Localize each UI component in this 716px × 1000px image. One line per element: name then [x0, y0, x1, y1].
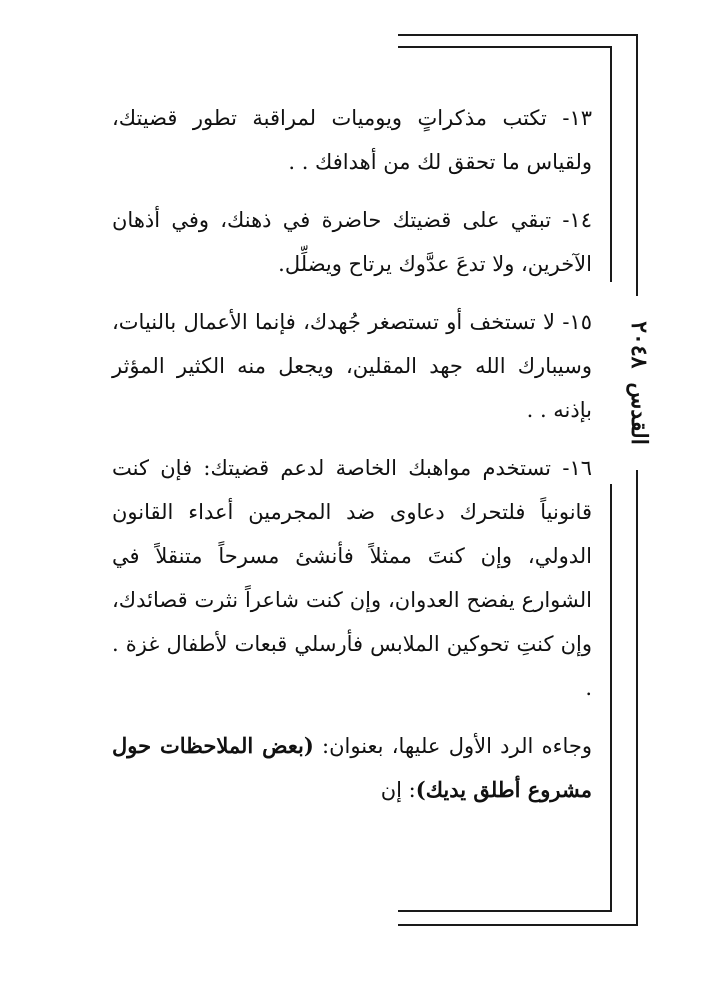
frame-top-inner-line	[398, 46, 610, 48]
running-header	[604, 300, 674, 466]
frame-bottom-inner-line	[398, 910, 612, 912]
list-item-14: ١٤- تبقي على قضيتك حاضرة في ذهنك، وفي أذهان الآخرين، ولا تدعَ عدَّوك يرتاح ويضلِّل.	[112, 208, 592, 276]
frame-right-lower-inner-line	[610, 484, 612, 910]
list-item-number: ١٣	[569, 106, 592, 130]
list-item-number: ١٦	[569, 456, 592, 480]
frame-right-upper-inner-line	[610, 46, 612, 282]
page-body	[112, 96, 592, 812]
running-header-text	[626, 321, 652, 445]
list-item-number: ١٤	[569, 208, 592, 232]
list-item-text: تستخدم مواهبك الخاصة لدعم قضيتك: فإن كنت قانونياً فلتحرك دعاوى ضد المجرمين أعداء القانون الدولي، وإن كنتَ ممثلاً فأنشئ مسرحاً متنقلاً في الشوارع يفضح العدوان، وإن كنت شاعراً نثرت قصائدك، وإن كنتِ تحوكين الملابس فأرسلي قبعات لأطفال غزة . .	[112, 456, 592, 700]
page-number: ٢٠٤٨	[626, 321, 652, 369]
list-item-text: تكتب مذكراتٍ ويوميات لمراقبة تطور قضيتك، ولقياس ما تحقق لك من أهدافك . .	[112, 106, 592, 174]
response-title: (بعض الملاحظات حول مشروع أطلق يديك)	[112, 733, 592, 802]
list-item-number: ١٥	[569, 310, 592, 334]
frame-bottom-outer-line	[398, 924, 638, 926]
list-item-text: تبقي على قضيتك حاضرة في ذهنك، وفي أذهان الآخرين، ولا تدعَ عدَّوك يرتاح ويضلِّل.	[112, 208, 592, 276]
list-item-16: ١٦- تستخدم مواهبك الخاصة لدعم قضيتك: فإن كنت قانونياً فلتحرك دعاوى ضد المجرمين أعداء القانون الدولي، وإن كنتَ ممثلاً فأنشئ مسرحاً متنقلاً في الشوارع يفضح العدوان، وإن كنت شاعراً نثرت قصائدك، وإن كنتِ تحوكين الملابس فأرسلي قبعات لأطفال غزة . .	[112, 456, 592, 700]
frame-top-outer-line	[398, 34, 636, 36]
closing-lead: وجاءه الرد الأول عليها، بعنوان:	[313, 734, 592, 758]
frame-right-upper-outer-line	[636, 34, 638, 296]
list-item-text: لا تستخف أو تستصغر جُهدك، فإنما الأعمال بالنيات، وسيبارك الله جهد المقلين، ويجعل منه الكثير المؤثر بإذنه . .	[112, 310, 592, 422]
closing-paragraph	[112, 724, 592, 812]
list-item-13: ١٣- تكتب مذكراتٍ ويوميات لمراقبة تطور قضيتك، ولقياس ما تحقق لك من أهدافك . .	[112, 106, 592, 174]
closing-tail: : إن	[380, 778, 416, 802]
running-header-title: القدس	[626, 382, 652, 445]
frame-right-lower-outer-line	[636, 470, 638, 924]
list-item-15: ١٥- لا تستخف أو تستصغر جُهدك، فإنما الأعمال بالنيات، وسيبارك الله جهد المقلين، ويجعل منه الكثير المؤثر بإذنه . .	[112, 310, 592, 422]
